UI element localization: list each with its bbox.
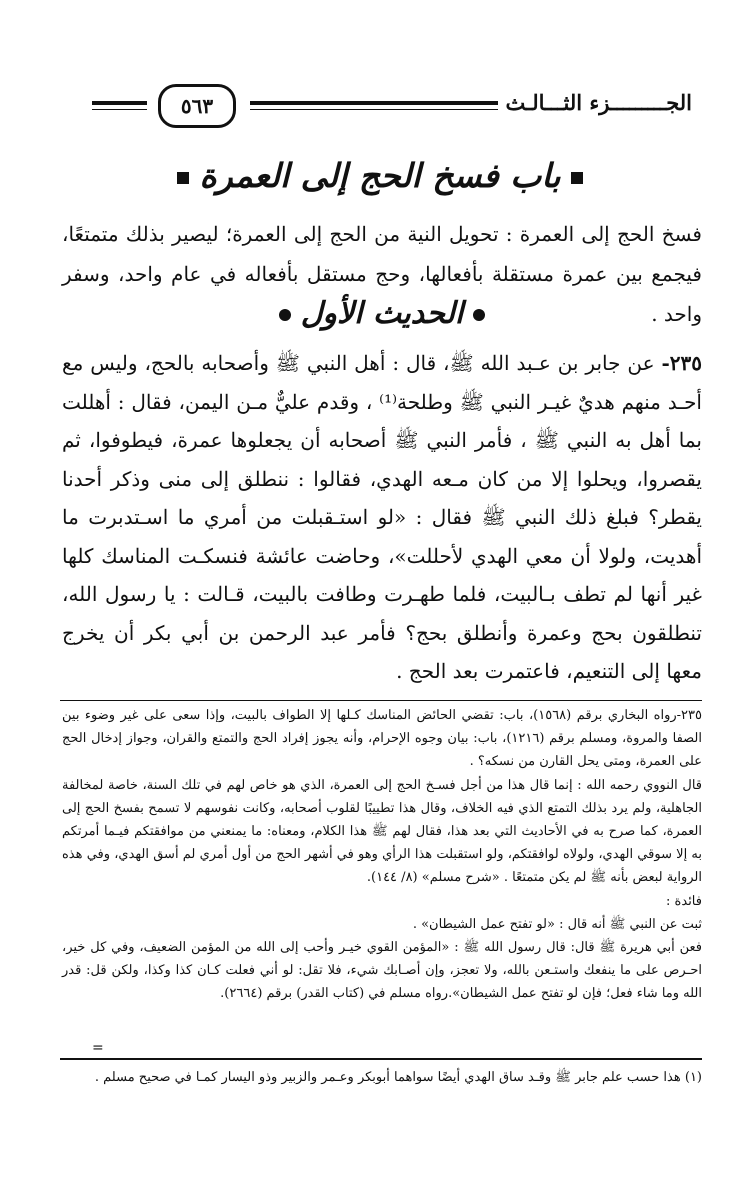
note-paragraph: فائدة : — [666, 893, 702, 909]
dot-bullet-icon — [279, 309, 291, 321]
footnote-text: (١) هذا حسب علم جابر ﷺ وقـد ساق الهدي أيضًا سواهما أبوبكر وعـمر والزبير وذو اليسار كمـا في صحيح مسلم . — [94, 1070, 702, 1085]
page-number: ٥٦٣ — [158, 84, 236, 128]
header-rule — [250, 101, 498, 105]
chapter-title-text: باب فسخ الحج إلى العمرة — [199, 156, 561, 195]
hadith-heading — [62, 296, 702, 331]
hadith-text: عن جابر بن عـبد الله ﷺ، قال : أهل النبي ﷺ وأصحابه بالحج، وليس مع أحـد منهم هديٌ غيـر النبي ﷺ وطلحة⁽¹⁾ ، وقدم عليٌّ مـن اليمن، فقال : أهللت بما أهل به النبي ﷺ ، فأمر النبي ﷺ أصحابه أن يجعلوها عمرة، فيطوفوا، ثم يقصروا، ويحلوا إلا من كان مـعه الهدي، فقالوا : ننطلق إلى منى وذكر أحدنا يقطر؟ فبلغ ذلك النبي ﷺ فقال : «لو استـقبلت من أمري ما اسـتدبرت ما أهديت، ولولا أن معي الهدي لأحللت»، وحاضت عائشة فنسكـت المناسك كلها غير أنها لم تطف بـالبيت، فلما طهـرت وطافت بالبيت، قـالت : يا رسول الله، تنطلقون بحج وعمرة وأنطلق بحج؟ فأمر عبد الرحمن بن أبي بكر أن يخرج معها إلى التنعيم، فاعتمرت بعد الحج . — [62, 351, 702, 683]
header-rule — [92, 101, 147, 105]
hadith-body — [62, 344, 702, 691]
square-bullet-icon — [571, 172, 583, 184]
running-head: الجـــــــــزء الثـــالـث — [505, 90, 692, 115]
header-rule — [250, 109, 498, 110]
page-header — [92, 84, 692, 144]
dot-bullet-icon — [473, 309, 485, 321]
hadith-number: ٢٣٥- — [661, 351, 703, 375]
note-paragraph: ثبت عن النبي ﷺ أنه قال : «لو تفتح عمل الشيطان» . — [412, 916, 702, 932]
square-bullet-icon — [177, 172, 189, 184]
hadith-heading-text: الحديث الأول — [300, 296, 464, 331]
footnote — [62, 1064, 702, 1091]
continuation-mark: = — [92, 1040, 104, 1056]
note-paragraph: قال النووي رحمه الله : إنما قال هذا من أجل فسـخ الحج إلى العمرة، الذي هو خاص لهم في تلك السنة، خاصة لمخالفة الجاهلية، ولم يرد بذلك التمتع الذي فيه الخلاف، وقال هذا تطييبًا لقلوب أصحابه، وكانت نفوسهم لا تسمح بفسخ الحج إلى العمرة، كما صرح به في الأحاديث التي بعد هذا، فقال لهم ﷺ هذا الكلام، ومعناه: ما يمنعني من موافقتكم فيـما أمرتكم به إلا سوقي الهدي، ولولاه لوافقتكم، ولو استقبلت هذا الرأي وهو في أشهر الحج من أول أمري لم أسق الهدي، وفي هذه الرواية لبعض بأنه ﷺ لم يكن متمتعًا . «شرح مسلم» (٨/ ١٤٤). — [62, 777, 702, 886]
intro-paragraph: فسخ الحج إلى العمرة : تحويل النية من الحج إلى العمرة؛ ليصير بذلك متمتعًا، فيجمع بين عمرة مستقلة بأفعالها، وحج مستقل بأفعاله في عام واحد، وسفر واحد . — [62, 222, 702, 326]
note-paragraph: فعن أبي هريرة ﷺ قال: قال رسول الله ﷺ : «المؤمن القوي خيـر وأحب إلى الله من المؤمن الضعيف، وفي كل خير، احـرص على ما ينفعك واستـعن بالله، ولا تعجز، وإن أصـابك شيء، فلا تقل: لو أني فعلت كـان كذا وكذا، ولكن قل: قدر الله وما شاء فعل؛ فإن لو تفتح عمل الشيطان».رواه مسلم في (كتاب القدر) برقم (٢٦٦٤). — [62, 940, 702, 1002]
footnote-divider — [60, 1058, 702, 1060]
note-paragraph: ٢٣٥-رواه البخاري برقم (١٥٦٨)، باب: تقضي الحائض المناسك كـلها إلا الطواف بالبيت، وإذا سعى على غير وضوء بين الصفا والمروة، ومسلم برقم (١٢١٦)، باب: بيان وجوه الإحرام، وأنه يجوز إفراد الحج والتمتع والقران، وجواز إدخال الحج على العمرة، ومتى يحل القارن من نسكه؟ . — [62, 708, 703, 770]
commentary-notes — [62, 704, 702, 1006]
notes-divider — [60, 700, 702, 701]
chapter-title — [60, 156, 700, 195]
header-rule — [92, 109, 147, 110]
